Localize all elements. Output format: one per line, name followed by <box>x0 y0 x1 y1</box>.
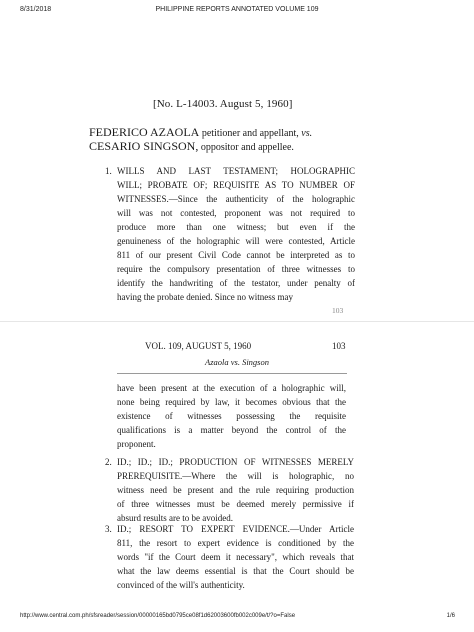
text-line: proponent. <box>117 439 156 449</box>
print-header-title: PHILIPPINE REPORTS ANNOTATED VOLUME 109 <box>155 6 319 13</box>
text-line: WILL; PROBATE OF; REQUISITE AS TO NUMBER OF <box>117 180 355 190</box>
petitioner-name: FEDERICO AZAOLA <box>89 125 200 139</box>
text-line: none being required by law, it becomes obvious that the <box>117 397 346 407</box>
text-line: convinced of the will's authenticity. <box>117 580 245 590</box>
text-line: WILLS AND LAST TESTAMENT; HOLOGRAPHIC <box>117 166 355 176</box>
print-date: 8/31/2018 <box>20 6 52 13</box>
running-head-page: 103 <box>332 341 346 351</box>
page-separator <box>0 321 474 322</box>
text-line: ID.; RESORT TO EXPERT EVIDENCE.—Under Article <box>117 524 354 534</box>
page-number: 103 <box>332 306 344 315</box>
text-line: what the law deems essential is that the Court should be <box>117 566 354 576</box>
syllabus-item-text <box>117 522 354 592</box>
text-line: identify the handwriting of the testator, under penalty of <box>117 278 355 288</box>
text-line: witness need be present and the rule requiring production <box>117 485 354 495</box>
syllabus-item-number: 3. <box>105 524 112 534</box>
text-line: words "if the Court deem it necessary", which reveals that <box>117 552 354 562</box>
text-line: having the probate denied. Since no witness may <box>117 292 293 302</box>
text-line: of three witnesses must be deemed merely permissive if <box>117 499 354 509</box>
respondent-role: oppositor and appellee. <box>200 142 294 153</box>
running-head-volume: VOL. 109, AUGUST 5, 1960 <box>145 341 252 351</box>
text-line: 811 of our present Civil Code cannot be interpreted as to <box>117 250 355 260</box>
syllabus-item-text <box>117 455 354 525</box>
respondent-name: CESARIO SINGSON, <box>89 139 199 153</box>
header-rule <box>117 373 347 374</box>
syllabus-item-number: 1. <box>105 166 112 176</box>
text-line: require the compulsory presentation of three witnesses to <box>117 264 355 274</box>
text-line: produce more than one witness; but even if the <box>117 222 355 232</box>
text-line: WITNESSES.—Since the authenticity of the holographic <box>117 194 355 204</box>
petitioner-role: petitioner and appellant, <box>201 128 299 139</box>
text-line: 811, the resort to expert evidence is conditioned by the <box>117 538 354 548</box>
running-head-case-title: Azaola vs. Singson <box>205 357 269 367</box>
text-line: genuineness of the holographic will were contested, Article <box>117 236 355 246</box>
text-line: absurd results are to be avoided. <box>117 513 233 523</box>
text-line: PREREQUISITE.—Where the will is holographic, no <box>117 471 354 481</box>
text-line: have been present at the execution of a holographic will, <box>117 383 346 393</box>
text-line: qualifications is a matter beyond the control of the <box>117 425 346 435</box>
footer-page-count: 1/6 <box>446 613 455 619</box>
continuation-paragraph <box>117 381 346 451</box>
text-line: will was not contested, proponent was not required to <box>117 208 355 218</box>
syllabus-item-number: 2. <box>105 457 112 467</box>
case-number: [No. L-14003. August 5, 1960] <box>153 98 293 110</box>
footer-url: http://www.central.com.ph/sfsreader/session/00000165bd0795ce08f1d62003600fb002c009e/t/?o=False <box>20 613 296 619</box>
syllabus-item-text <box>117 164 355 304</box>
text-line: ID.; ID.; ID.; PRODUCTION OF WITNESSES MERELY <box>117 457 354 467</box>
case-parties <box>89 126 389 154</box>
text-line: existence of witnesses possessing the requisite <box>117 411 346 421</box>
versus-label: vs. <box>301 128 313 139</box>
